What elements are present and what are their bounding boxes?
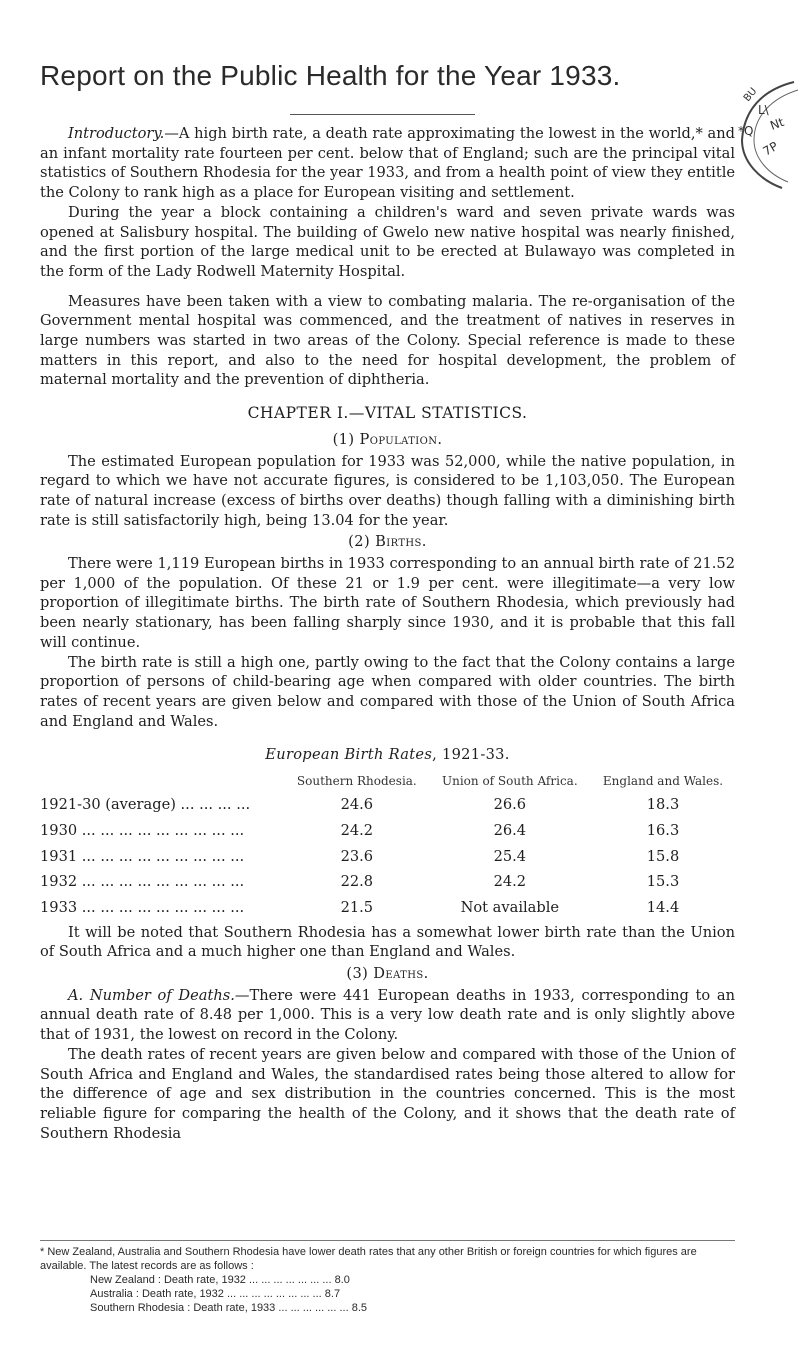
table-header-col: Southern Rhodesia.: [296, 774, 417, 789]
footnote-line-label: Australia : Death rate, 1932 ... ... ... ... ... ... ... ...: [90, 1288, 322, 1300]
row-period: 1933 ... ... ... ... ... ... ... ... ...: [40, 898, 245, 916]
table-row: [40, 846, 735, 872]
footnote-line: [90, 1273, 740, 1287]
births-paragraph-1: There were 1,119 European births in 1933 corresponding to an annual birth rate of 21.52 per 1,000 of the population. Of these 21 or 1.9 per cent. were illegitimate—a very low proportion of illegitimate births. The birth rate of Southern Rhodesia, which previously had been nearly stationary, has been falling sharply since 1930, and it is probable that this fall will continue.: [40, 555, 735, 651]
row-period: 1921-30 (average) ... ... ... ...: [40, 796, 251, 814]
row-ew: 15.3: [646, 873, 680, 891]
row-usa: 26.6: [493, 796, 527, 814]
footnote-line-label: New Zealand : Death rate, 1932 ... ... ... ... ... ... ...: [90, 1274, 332, 1286]
report-body: [40, 124, 735, 1143]
births-heading-text: Births.: [375, 533, 427, 551]
population-heading-text: Population.: [359, 430, 443, 448]
table-row: [40, 794, 735, 820]
intro-text-1: —A high birth rate, a death rate approximating the lowest in the world,* and an infant mortality rate fourteen per cent. below that of England; such are the principal vital statistics of Southern Rhodesia for the year 1933, and from a health point of view they entitle the Colony to rank high as a place for European visiting and settlement.: [40, 125, 735, 202]
intro-paragraph-2: During the year a block containing a children's ward and seven private wards was opened at Salisbury hospital. The building of Gwelo new native hospital was nearly finished, and the first portion of the large medical unit to be erected at Bulawayo was completed in the form of the Lady Rodwell Maternity Hospital.: [40, 203, 735, 280]
table-header-period: [40, 773, 285, 794]
birth-rates-table: [40, 773, 735, 923]
row-ew: 18.3: [646, 796, 680, 814]
births-heading: [40, 532, 735, 552]
births-heading-num: (2): [348, 533, 371, 551]
intro-label: Introductory.: [68, 125, 165, 142]
stamp-text-e: 7P: [760, 139, 781, 159]
population-paragraph: The estimated European population for 1933 was 52,000, while the native population, in regard to which we have not accurate figures, is considered to be 1,103,050. The European rate of natural increase (excess of births over deaths) though falling with a diminishing birth rate is still satisfactorily high, being 13.04 for the year.: [40, 452, 735, 529]
table-row: [40, 897, 735, 923]
table-header-col: England and Wales.: [602, 774, 724, 789]
row-sr: 24.6: [340, 796, 374, 814]
table-header-col: Union of South Africa.: [442, 774, 578, 789]
footnote-line-label: Southern Rhodesia : Death rate, 1933 ... ... ... ... ... ...: [90, 1302, 349, 1314]
birth-table-title: [40, 745, 735, 765]
population-heading: [40, 430, 735, 450]
row-period: 1932 ... ... ... ... ... ... ... ... ...: [40, 873, 245, 891]
title-rule: [290, 114, 475, 115]
birth-table-title-years: , 1921-33.: [432, 746, 510, 764]
deaths-paragraph-2: The death rates of recent years are given below and compared with those of the Union of South Africa and England and Wales, the standardised rates being those altered to allow for the difference of age and sex distribution in the countries concerned. This is the most reliable figure for comparing the health of the Colony, and it shows that the death rate of Southern Rhodesia: [40, 1045, 735, 1142]
footnote-line-value: 8.0: [334, 1274, 350, 1286]
table-row: [40, 820, 735, 846]
row-period: 1931 ... ... ... ... ... ... ... ... ...: [40, 847, 245, 865]
table-header-row: [40, 773, 735, 794]
row-usa: 26.4: [493, 821, 527, 839]
row-sr: 22.8: [340, 873, 374, 891]
stamp-text-b: L\: [758, 103, 769, 117]
deaths-heading: [40, 964, 735, 984]
footnote-line: [90, 1287, 740, 1301]
row-sr: 21.5: [340, 898, 374, 916]
table-row: [40, 871, 735, 897]
library-stamp: [732, 80, 800, 190]
chapter-heading: CHAPTER I.—VITAL STATISTICS.: [247, 404, 528, 423]
row-sr: 24.2: [340, 821, 374, 839]
footnote-line-value: 8.5: [351, 1302, 367, 1314]
footnote-intro: * New Zealand, Australia and Southern Rhodesia have lower death rates that any other British or foreign countries for which figures are available. The latest records are as follows :: [40, 1246, 697, 1272]
footnote-line-value: 8.7: [324, 1288, 341, 1300]
deaths-paragraph-1: [40, 986, 735, 1045]
deaths-heading-num: (3): [346, 965, 369, 983]
row-usa: 25.4: [493, 847, 527, 865]
stamp-text-a: BU: [741, 85, 760, 104]
row-ew: 14.4: [646, 898, 680, 916]
footnote: [40, 1245, 740, 1315]
row-period: 1930 ... ... ... ... ... ... ... ... ...: [40, 821, 245, 839]
row-usa: Not available: [460, 898, 560, 916]
footnote-rule: [40, 1240, 735, 1241]
row-ew: 15.8: [646, 847, 680, 865]
intro-paragraph-3: Measures have been taken with a view to combating malaria. The re-organisation of the Government mental hospital was commenced, and the treatment of natives in reserves in large numbers was started in two areas of the Colony. Special reference is made to these matters in this report, and also to the need for hospital development, the problem of maternal mortality and the prevention of diphtheria.: [40, 292, 735, 389]
row-ew: 16.3: [646, 821, 680, 839]
deaths-sub-label: A. Number of Deaths.: [68, 986, 235, 1004]
intro-paragraph-1: [40, 124, 735, 203]
deaths-text-1: —There were 441 European deaths in 1933, corresponding to an annual death rate of 8.48 per 1,000. This is a very low death rate and is only slightly above that of 1931, the lowest on record in the Colony.: [40, 986, 735, 1044]
stamp-text-c: *Q: [738, 124, 754, 138]
row-usa: 24.2: [493, 873, 527, 891]
footnote-line: [90, 1301, 740, 1315]
report-title: Report on the Public Health for the Year 1933.: [40, 60, 621, 91]
birth-table-title-text: European Birth Rates: [265, 746, 433, 764]
births-paragraph-2: The birth rate is still a high one, partly owing to the fact that the Colony contains a large proportion of persons of child-bearing age when compared with older countries. The birth rates of recent years are given below and compared with those of the Union of South Africa and England and Wales.: [40, 653, 735, 730]
birth-table-note: It will be noted that Southern Rhodesia has a somewhat lower birth rate than the Union of South Africa and a much higher one than England and Wales.: [40, 923, 735, 961]
row-sr: 23.6: [340, 847, 374, 865]
stamp-text-d: Nt: [768, 114, 786, 133]
deaths-heading-text: Deaths.: [373, 965, 429, 983]
population-heading-num: (1): [332, 430, 355, 448]
